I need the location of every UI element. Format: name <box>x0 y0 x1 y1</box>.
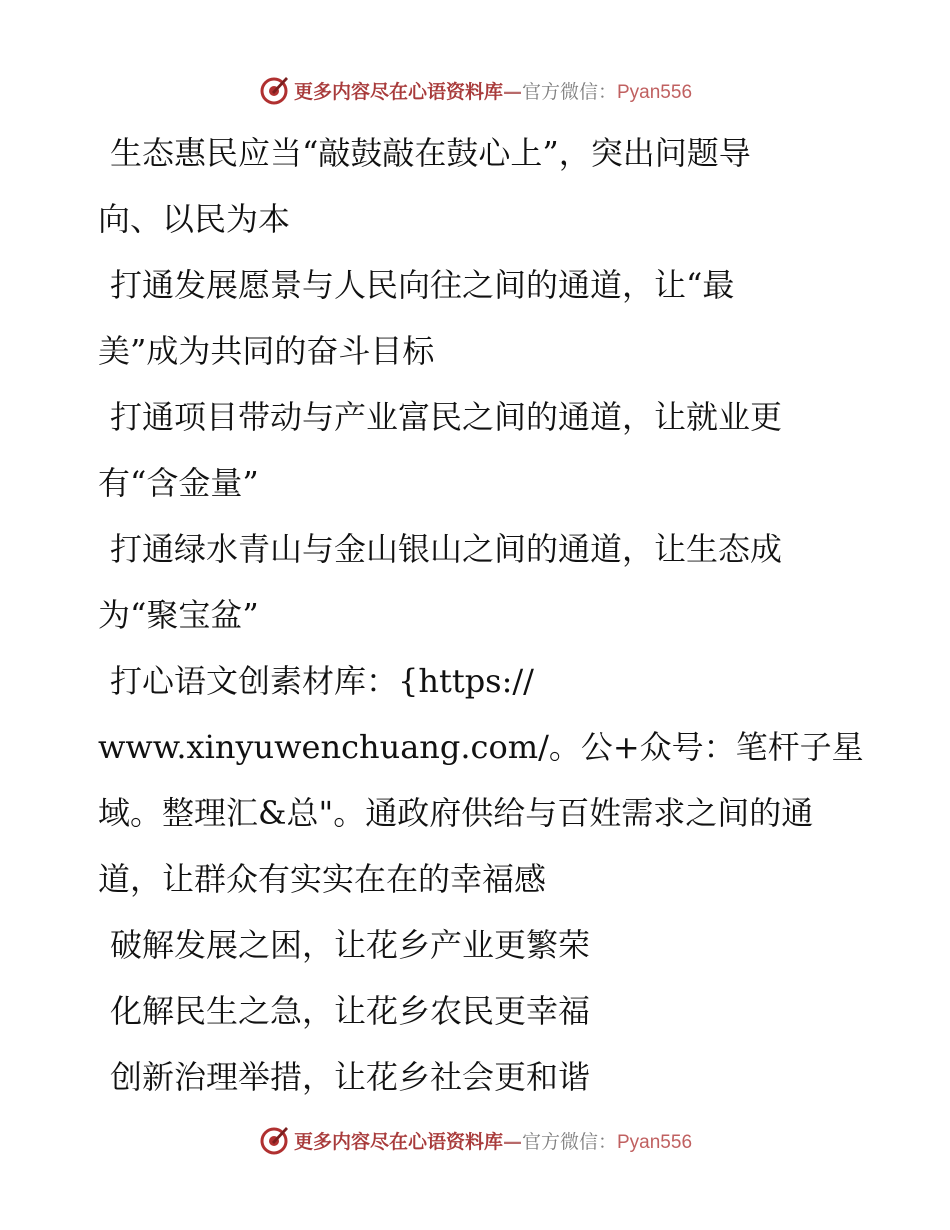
paragraph <box>98 912 858 978</box>
banner-wechat-label: 官方微信： <box>521 1130 617 1153</box>
paragraph <box>98 384 858 516</box>
paragraph <box>98 1044 858 1110</box>
paragraph-line: 打通绿水青山与金山银山之间的通道，让生态成 <box>110 530 783 568</box>
paragraph-line: 打通项目带动与产业富民之间的通道，让就业更 <box>110 398 783 436</box>
paragraph <box>98 120 858 252</box>
quill-logo-icon <box>258 74 290 106</box>
paragraph-line: 化解民生之急，让花乡农民更幸福 <box>110 992 591 1030</box>
paragraph-line: 域。整理汇&总"。通政府供给与百姓需求之间的通 <box>98 794 814 832</box>
banner-text <box>294 1127 692 1154</box>
paragraph-line: 向、以民为本 <box>98 200 291 238</box>
banner-wechat-id: Pyan556 <box>617 1131 693 1153</box>
paragraph-line: www.xinyuwenchuang.com/。公+众号：笔杆子星 <box>98 728 864 766</box>
document-body <box>98 120 864 1110</box>
banner-wechat-id: Pyan556 <box>617 81 693 103</box>
header-banner <box>0 70 950 110</box>
paragraph-line: 打心语文创素材库：{https:// <box>110 662 534 700</box>
paragraph-line: 打通发展愿景与人民向往之间的通道，让“最 <box>110 266 735 304</box>
banner-dash: — <box>502 1130 522 1153</box>
paragraph <box>98 516 858 648</box>
banner-dash: — <box>502 80 522 103</box>
footer-banner <box>0 1120 950 1160</box>
paragraph-line: 破解发展之困，让花乡产业更繁荣 <box>110 926 591 964</box>
paragraph <box>98 648 864 912</box>
paragraph-line: 为“聚宝盆” <box>98 596 259 634</box>
banner-wechat-label: 官方微信： <box>521 80 617 103</box>
quill-logo-icon <box>258 1124 290 1156</box>
paragraph-line: 生态惠民应当“敲鼓敲在鼓心上”，突出问题导 <box>110 134 751 172</box>
paragraph-line: 道，让群众有实实在在的幸福感 <box>98 860 547 898</box>
banner-main: 更多内容尽在心语资料库 <box>293 80 503 103</box>
banner-text <box>294 77 692 104</box>
paragraph-line: 美”成为共同的奋斗目标 <box>98 332 435 370</box>
paragraph-line: 有“含金量” <box>98 464 259 502</box>
banner-main: 更多内容尽在心语资料库 <box>293 1130 503 1153</box>
paragraph <box>98 252 858 384</box>
paragraph <box>98 978 858 1044</box>
paragraph-line: 创新治理举措，让花乡社会更和谐 <box>110 1058 591 1096</box>
